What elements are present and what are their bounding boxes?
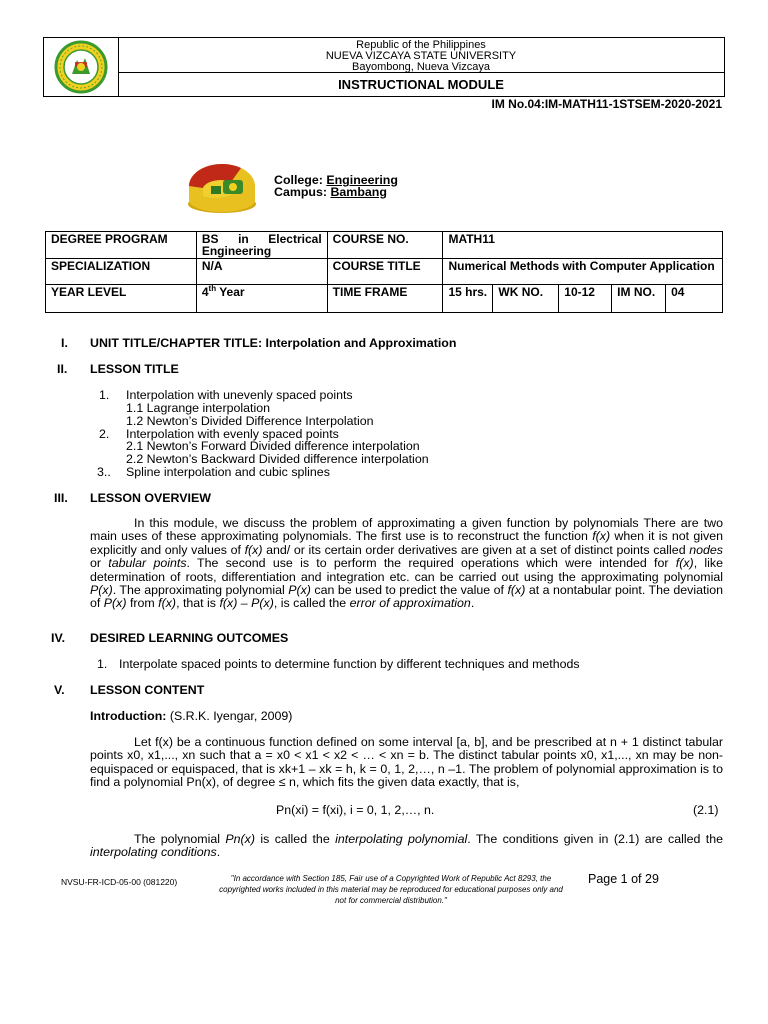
section-2-title: LESSON TITLE <box>90 362 179 376</box>
university-heading <box>118 38 724 74</box>
page-number: Page 1 of 29 <box>588 872 659 886</box>
introduction-reference: (S.R.K. Iyengar, 2009) <box>166 709 293 723</box>
section-4-number: IV. <box>51 631 66 645</box>
university-name: NUEVA VIZCAYA STATE UNIVERSITY <box>325 50 517 62</box>
form-code: NVSU-FR-ICD-05-00 (081220) <box>61 877 178 887</box>
list-item-number: 2. <box>99 427 110 441</box>
overview-paragraph: In this module, we discuss the problem of approximating a given function by polynomials There are two main uses of these approximating polynomials. The first use is to reconstruct the function f(x) when it is not given explicitly and only values of f(x) and/ or its certain order derivatives are given at a set of distinct points called nodes or tabular points. The second use is to perform the required operations which were intended for f(x), like determination of roots, differentiation and integration etc. can be carried out using the approximating polynomial P(x). The approximating polynomial P(x) can be used to predict the value of f(x) at a nontabular point. The deviation of P(x) from f(x), that is f(x) – P(x), is called the error of approximation. <box>90 516 723 611</box>
course-title-label: COURSE TITLE <box>327 259 443 285</box>
equation-number: (2.1) <box>693 803 719 817</box>
year-level-value: 4th Year <box>196 285 327 313</box>
section-5-number: V. <box>54 683 65 697</box>
section-5-title: LESSON CONTENT <box>90 683 205 697</box>
week-no-value: 10-12 <box>559 285 612 313</box>
university-location: Bayombong, Nueva Vizcaya <box>352 61 490 73</box>
list-item: 1.1 Lagrange interpolation <box>126 401 270 415</box>
campus-line <box>274 186 387 199</box>
section-3-number: III. <box>54 491 68 505</box>
introduction-label: Introduction: <box>90 709 167 723</box>
course-title-value: Numerical Methods with Computer Application <box>443 259 723 285</box>
degree-value: BS in Electrical Engineering <box>196 232 327 259</box>
section-2-number: II. <box>57 362 68 376</box>
section-1-title: UNIT TITLE/CHAPTER TITLE: Interpolation and Approximation <box>90 336 457 350</box>
specialization-label: SPECIALIZATION <box>46 259 197 285</box>
college-emblem-icon <box>181 156 263 216</box>
degree-label: DEGREE PROGRAM <box>46 232 197 259</box>
list-item: 2.2 Newton’s Backward Divided difference interpolation <box>126 452 429 466</box>
im-number: IM No.04:IM-MATH11-1STSEM-2020-2021 <box>491 97 722 111</box>
module-title: INSTRUCTIONAL MODULE <box>118 72 724 97</box>
campus-value: Bambang <box>330 185 387 199</box>
im-no-label: IM NO. <box>612 285 666 313</box>
table-row <box>46 232 723 259</box>
list-item-number: 3.. <box>97 465 111 479</box>
campus-label: Campus: <box>274 185 328 199</box>
week-no-label: WK NO. <box>493 285 559 313</box>
section-1-number: I. <box>61 336 68 350</box>
list-item: 1.2 Newton’s Divided Difference Interpolation <box>126 414 374 428</box>
list-item: Interpolation with unevenly spaced points <box>126 388 353 402</box>
time-frame-label: TIME FRAME <box>327 285 443 313</box>
section-3-title: LESSON OVERVIEW <box>90 491 211 505</box>
table-row <box>46 285 723 313</box>
specialization-value: N/A <box>196 259 327 285</box>
course-no-label: COURSE NO. <box>327 232 443 259</box>
outcome-number: 1. <box>97 657 108 671</box>
section-4-title: DESIRED LEARNING OUTCOMES <box>90 631 289 645</box>
course-no-value: MATH11 <box>443 232 723 259</box>
list-item: Spline interpolation and cubic splines <box>126 465 330 479</box>
course-info-table <box>45 231 723 313</box>
time-frame-value: 15 hrs. <box>443 285 493 313</box>
university-seal-icon <box>44 38 118 96</box>
introduction-line <box>90 710 292 723</box>
university-seal-cell <box>44 38 119 96</box>
republic-line: Republic of the Philippines <box>356 39 486 51</box>
header-box <box>43 37 725 97</box>
college-value: Engineering <box>326 173 398 187</box>
college-label: College: <box>274 173 323 187</box>
outcome-item: Interpolate spaced points to determine function by different techniques and methods <box>119 657 580 671</box>
copyright-notice: "In accordance with Section 185, Fair use of a Copyrighted Work of Republic Act 8293, the copyrighted works included in this material may be reproduced for educational purposes only and not for commercial distribution." <box>219 874 563 905</box>
content-paragraph-2: The polynomial Pn(x) is called the interpolating polynomial. The conditions given in (2.1) are called the interpolating conditions. <box>90 832 724 860</box>
table-row <box>46 259 723 285</box>
im-no-value: 04 <box>666 285 723 313</box>
list-item-number: 1. <box>99 388 110 402</box>
content-paragraph-1: Let f(x) be a continuous function defined on some interval [a, b], and be prescribed at n + 1 distinct tabular points x0, x1,..., xn such that a = x0 < x1 < x2 < … < xn = b. The distinct tabular points x0, x1,..., xn may be non-equispaced or equispaced, that is xk+1 – xk = h, k = 0, 1, 2,…, n –1. The problem of polynomial approximation is to find a polynomial Pn(x), of degree ≤ n, which fits the given data exactly, that is, <box>90 735 723 790</box>
equation-2-1: Pn(xi) = f(xi), i = 0, 1, 2,…, n. <box>276 803 435 817</box>
list-item: 2.1 Newton’s Forward Divided difference interpolation <box>126 439 420 453</box>
year-level-label: YEAR LEVEL <box>46 285 197 313</box>
list-item: Interpolation with evenly spaced points <box>126 427 339 441</box>
